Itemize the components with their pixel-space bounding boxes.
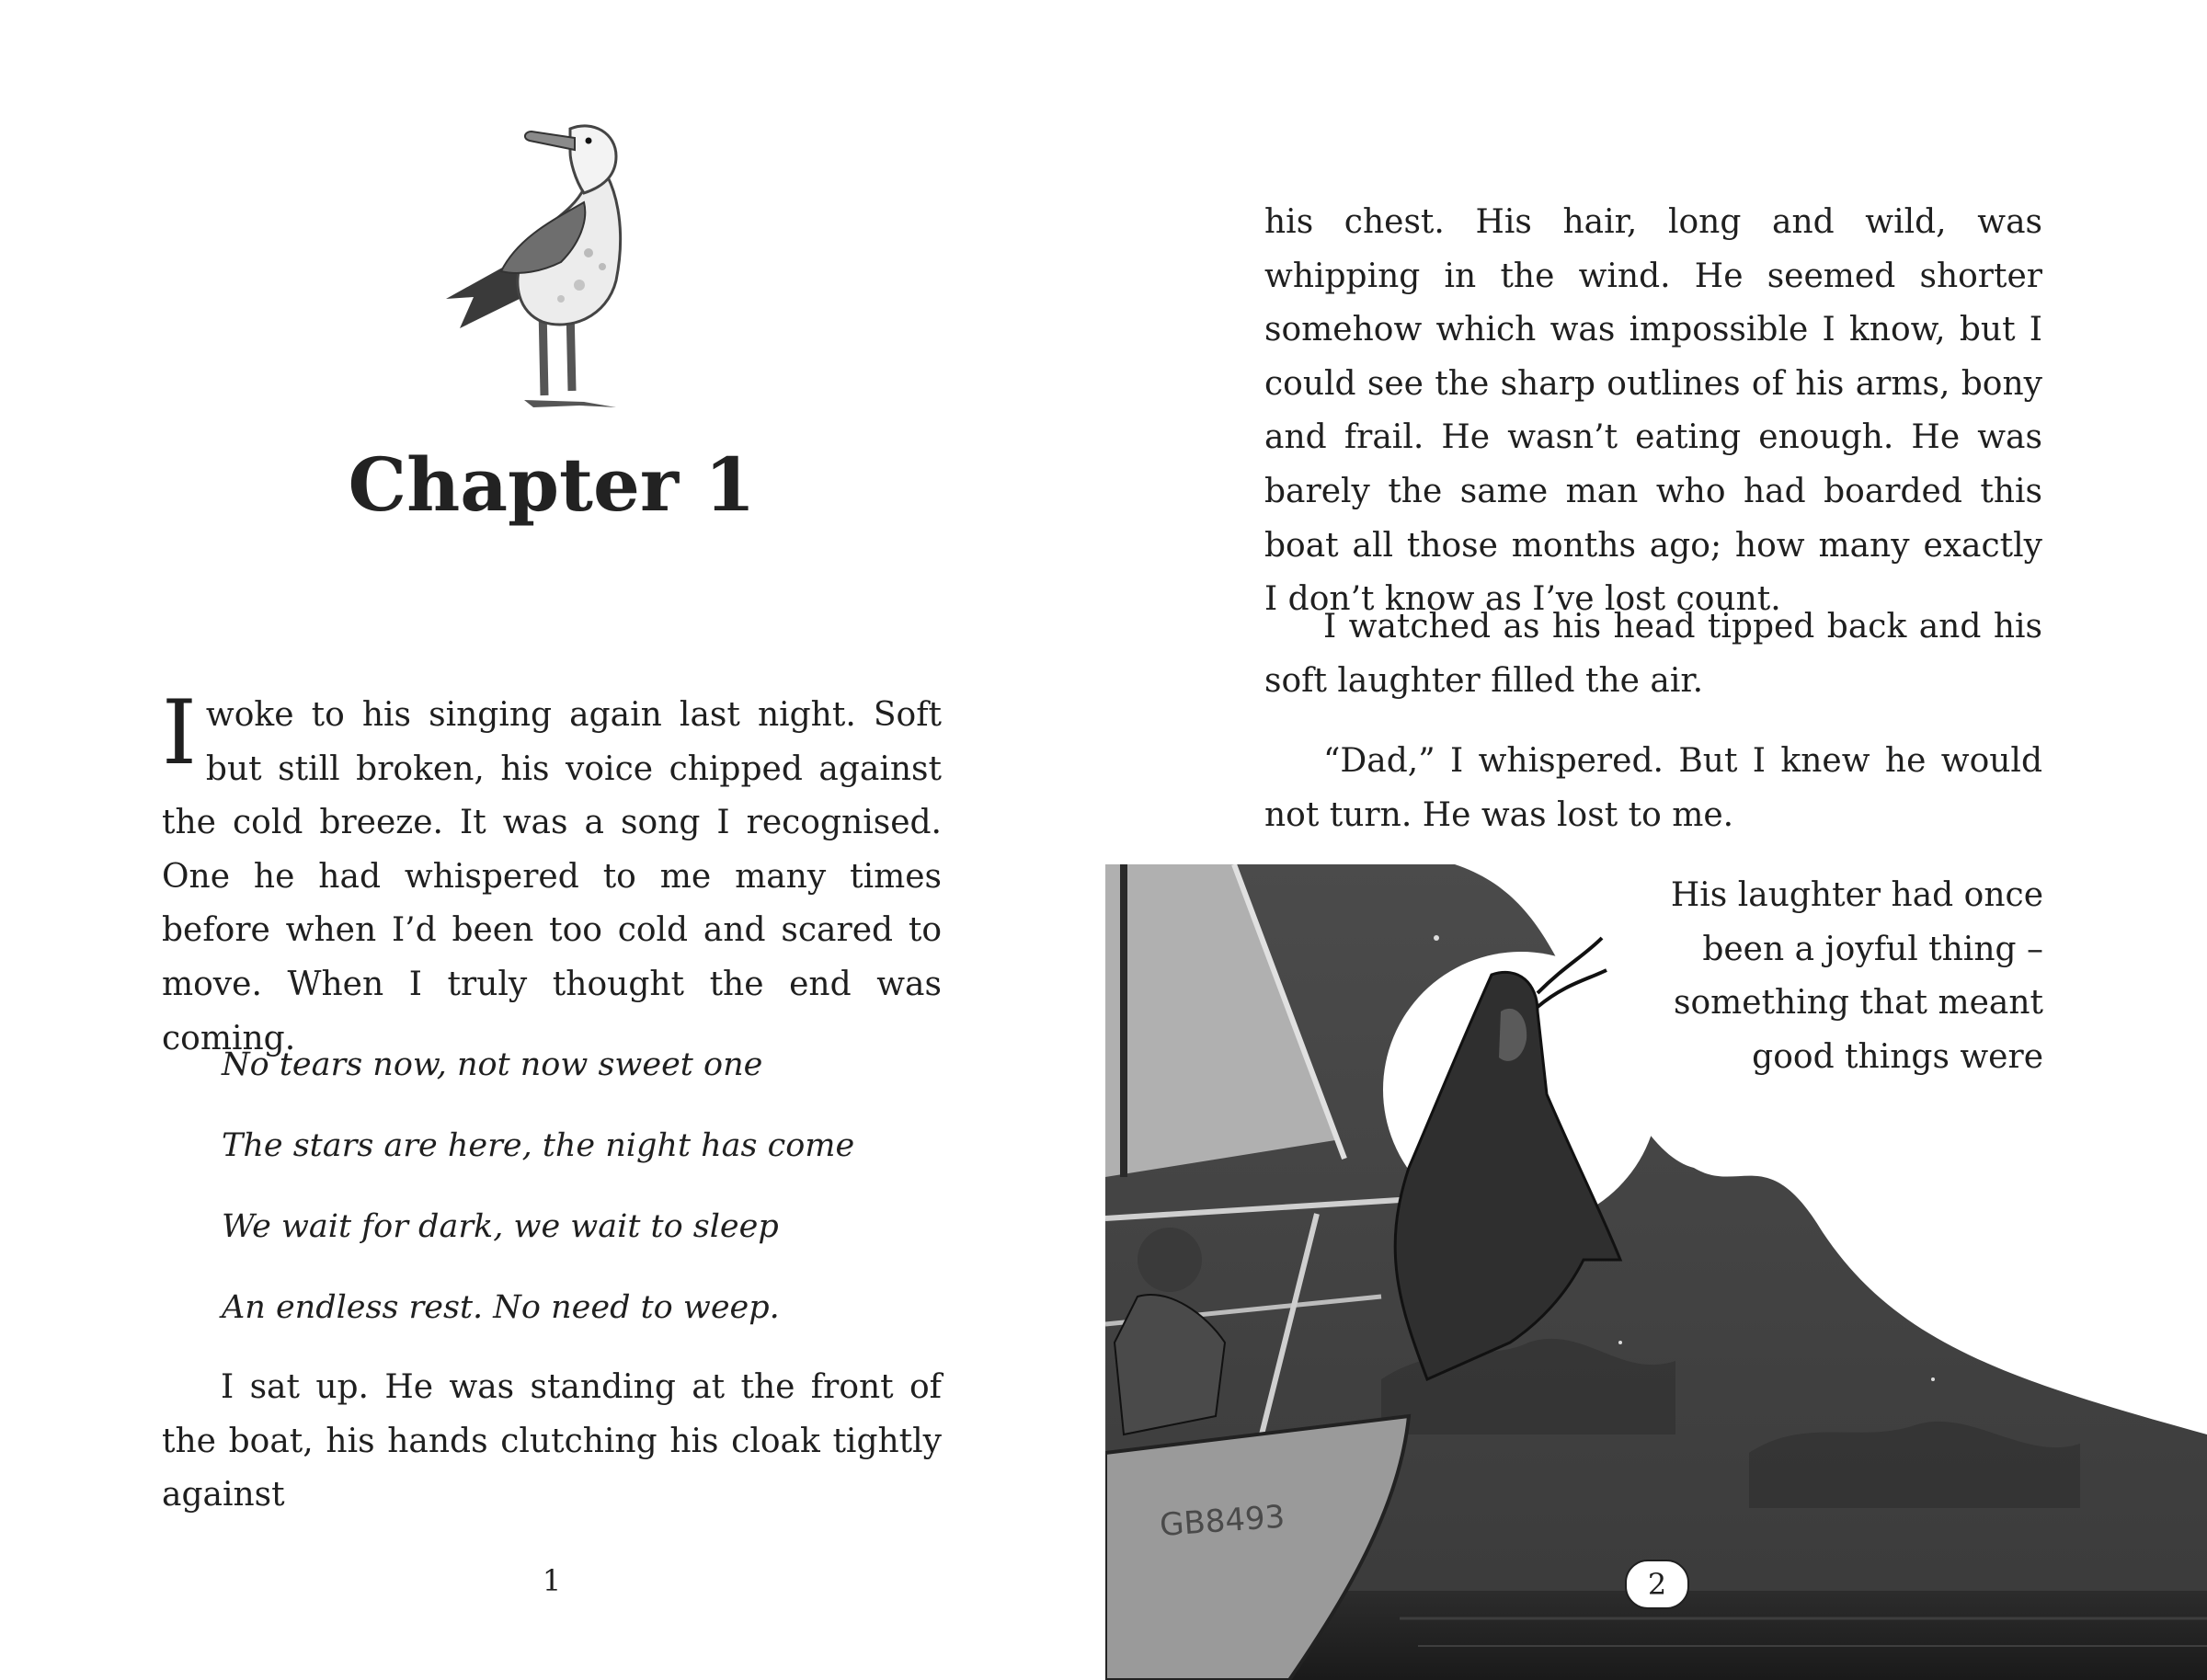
verse-line: An endless rest. No need to weep. <box>222 1289 780 1326</box>
verse-line: No tears now, not now sweet one <box>222 1046 763 1083</box>
paragraph-text: “Dad,” I whispered. But I knew he would not turn. He was lost to me. <box>1264 742 2042 834</box>
page-number-badge <box>1625 1560 1689 1609</box>
page-number: 1 <box>542 1563 562 1598</box>
paragraph-text: I watched as his head tipped back and his soft laughter filled the air. <box>1264 608 2042 700</box>
opening-paragraph <box>162 681 942 1066</box>
paragraph <box>1264 735 2042 842</box>
paragraph: his chest. His hair, long and wild, was whipping in the wind. He seemed shorter somehow which was impossible I know, but I could see the sharp outlines of his arms, bony and frail. He wasn’t eating enough. He was barely the same man who had boarded this boat all those months ago; how many exactly I don’t know as I’ve lost count. <box>1264 203 2042 619</box>
page-number: 2 <box>1647 1567 1667 1602</box>
verse-line: The stars are here, the night has come <box>222 1127 855 1164</box>
illustration-wrapped-paragraph <box>1655 869 2043 1084</box>
boat-registration: GB8493 <box>1158 1498 1286 1544</box>
opening-paragraph-text: woke to his singing again last night. Soft but still broken, his voice chipped against the cold breeze. It was a song I recognised. One he had whispered to me many times before when I’d been too cold and scared to move. When I truly thought the end was coming. <box>162 696 942 1057</box>
verse-line: We wait for dark, we wait to sleep <box>222 1208 779 1245</box>
seagull-illustration <box>432 115 671 418</box>
paragraph <box>162 1361 942 1523</box>
drop-cap: I <box>162 681 197 784</box>
paragraph-text: I sat up. He was standing at the front of the boat, his hands clutching his cloak tightly against <box>162 1368 942 1514</box>
chapter-title: Chapter 1 <box>348 441 756 528</box>
paragraph <box>1264 600 2042 708</box>
wrapped-line: been a joyful thing – <box>1702 930 2043 968</box>
wrapped-line: something that meant <box>1673 984 2043 1023</box>
wrapped-line: good things were <box>1752 1037 2043 1076</box>
wrapped-line: His laughter had once <box>1670 876 2043 914</box>
